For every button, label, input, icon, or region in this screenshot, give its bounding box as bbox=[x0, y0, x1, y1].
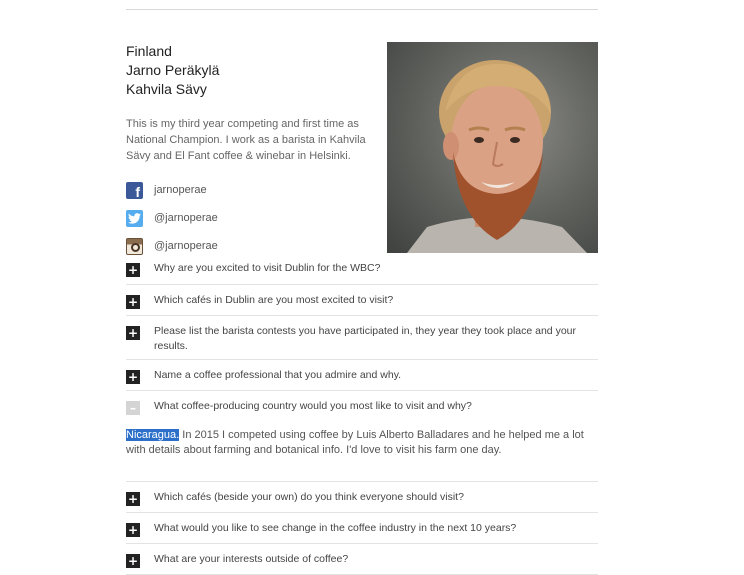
profile-info bbox=[126, 42, 376, 260]
faq-item[interactable] bbox=[126, 513, 598, 544]
collapse-minus-icon[interactable]: – bbox=[126, 401, 140, 415]
faq-question[interactable]: Which cafés (beside your own) do you think everyone should visit? bbox=[154, 491, 464, 503]
selected-text[interactable]: Nicaragua. bbox=[126, 429, 180, 441]
expand-plus-icon[interactable]: + bbox=[127, 492, 139, 506]
barista-photo bbox=[387, 42, 598, 253]
expand-plus-icon[interactable]: + bbox=[127, 523, 139, 537]
faq-item[interactable] bbox=[126, 544, 598, 575]
country-name: Finland bbox=[126, 43, 172, 59]
expand-plus-icon[interactable]: + bbox=[127, 326, 139, 340]
faq-item[interactable] bbox=[126, 360, 598, 391]
instagram-icon bbox=[126, 238, 143, 255]
expand-plus-icon[interactable]: + bbox=[127, 263, 139, 277]
faq-accordion bbox=[126, 253, 598, 575]
faq-question[interactable]: Why are you excited to visit Dublin for the WBC? bbox=[154, 262, 381, 274]
social-links bbox=[126, 176, 376, 260]
faq-question[interactable]: Please list the barista contests you have participated in, they year they took place and your results. bbox=[154, 325, 576, 352]
expand-plus-icon[interactable]: + bbox=[127, 295, 139, 309]
faq-item[interactable] bbox=[126, 253, 598, 285]
instagram-handle[interactable]: @jarnoperae bbox=[154, 240, 218, 252]
faq-item[interactable] bbox=[126, 285, 598, 316]
faq-item[interactable] bbox=[126, 316, 598, 360]
expand-plus-icon[interactable]: + bbox=[127, 370, 139, 384]
cafe-name: Kahvila Sävy bbox=[126, 81, 207, 97]
top-divider bbox=[126, 9, 598, 10]
twitter-link[interactable] bbox=[126, 204, 376, 232]
facebook-icon bbox=[126, 182, 143, 199]
faq-item[interactable] bbox=[126, 482, 598, 513]
faq-answer bbox=[126, 415, 598, 484]
barista-name: Jarno Peräkylä bbox=[126, 62, 220, 78]
facebook-handle[interactable]: jarnoperae bbox=[154, 184, 207, 196]
faq-question[interactable]: What coffee-producing country would you most like to visit and why? bbox=[154, 400, 472, 412]
answer-text: In 2015 I competed using coffee by Luis Alberto Balladares and he helped me a lot with details about farming and botanical info. I'd love to visit his farm one day. bbox=[126, 429, 584, 456]
faq-question[interactable]: Which cafés in Dublin are you most excited to visit? bbox=[154, 294, 394, 306]
twitter-icon bbox=[126, 210, 143, 227]
faq-item-expanded[interactable] bbox=[126, 391, 598, 482]
bio-text: This is my third year competing and first time as National Champion. I work as a barista in Kahvila Sävy and El Fant coffee & winebar in Helsinki. bbox=[126, 118, 366, 162]
faq-question[interactable]: Name a coffee professional that you admire and why. bbox=[154, 369, 402, 381]
faq-question[interactable]: What would you like to see change in the coffee industry in the next 10 years? bbox=[154, 522, 517, 534]
facebook-link[interactable] bbox=[126, 176, 376, 204]
twitter-handle[interactable]: @jarnoperae bbox=[154, 212, 218, 224]
faq-question[interactable]: What are your interests outside of coffee? bbox=[154, 553, 349, 565]
expand-plus-icon[interactable]: + bbox=[127, 554, 139, 568]
